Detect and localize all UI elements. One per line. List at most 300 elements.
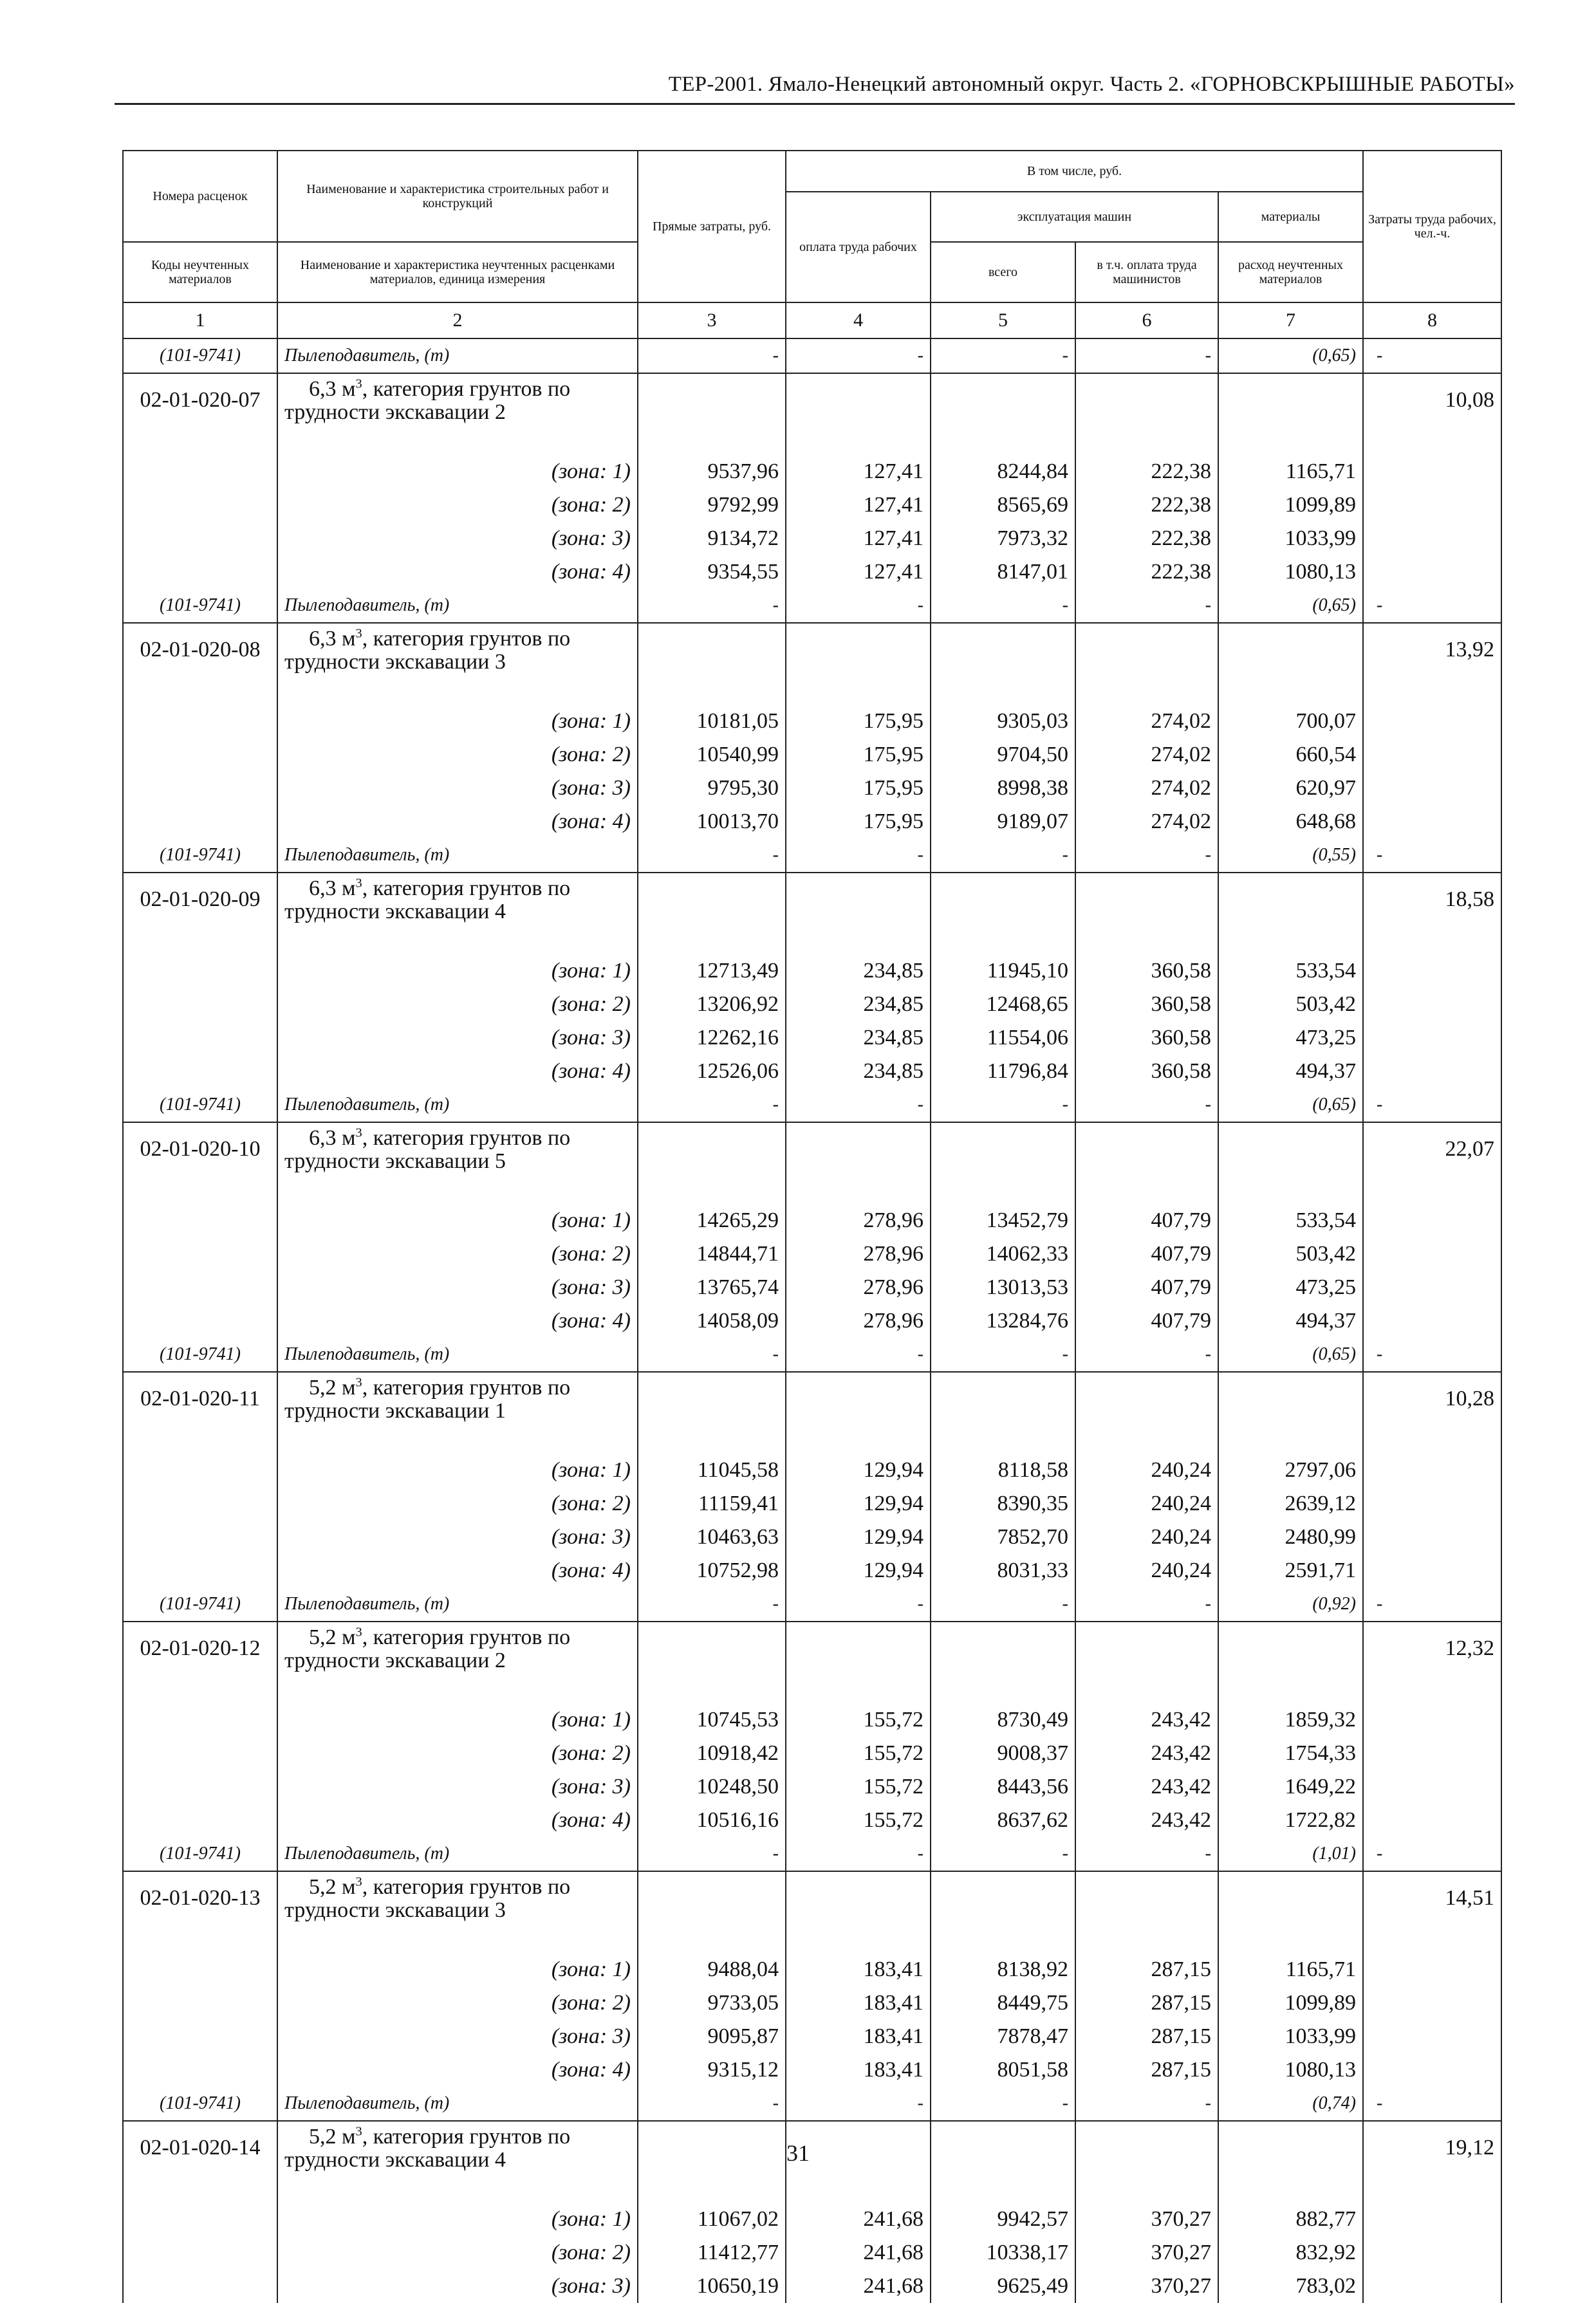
material-wages: - — [786, 338, 931, 373]
rate-entry-row — [123, 1871, 1501, 1953]
worker-wages: 155,72 — [786, 1703, 931, 1737]
header-material-names: Наименование и характеристика неучтенных расценками материалов, единица измерения — [277, 242, 638, 302]
empty-cell — [931, 1122, 1075, 1204]
material-wages: - — [786, 1587, 931, 1622]
zone-row — [123, 1021, 1501, 1055]
machines-total: 8244,84 — [931, 455, 1075, 488]
machines-total: 9189,07 — [931, 805, 1075, 838]
header-machines-total: всего — [931, 242, 1075, 302]
empty-cell — [123, 805, 277, 838]
empty-cell — [931, 373, 1075, 455]
empty-cell — [786, 1122, 931, 1204]
worker-wages: 241,68 — [786, 2236, 931, 2270]
empty-cell — [123, 2270, 277, 2303]
machines-total: 9305,03 — [931, 705, 1075, 738]
zone-label: (зона: 2) — [277, 738, 638, 772]
empty-cell — [123, 988, 277, 1021]
material-direct: - — [638, 1338, 786, 1372]
machines-total: 13013,53 — [931, 1271, 1075, 1304]
material-name: Пылеподавитель, (т) — [277, 1587, 638, 1622]
empty-cell — [1075, 373, 1218, 455]
materials-cost: 473,25 — [1218, 1021, 1363, 1055]
material-direct: - — [638, 1837, 786, 1871]
rate-entry-row — [123, 1622, 1501, 1703]
material-consumption: (0,92) — [1218, 1587, 1363, 1622]
material-operators: - — [1075, 1088, 1218, 1122]
material-operators: - — [1075, 838, 1218, 873]
zone-label: (зона: 1) — [277, 954, 638, 988]
empty-cell — [123, 1454, 277, 1487]
operators-wages: 360,58 — [1075, 988, 1218, 1021]
empty-cell — [1075, 1122, 1218, 1204]
zone-label: (зона: 3) — [277, 2270, 638, 2303]
column-number: 8 — [1363, 302, 1501, 338]
labor-costs: 19,12 — [1363, 2121, 1501, 2203]
material-name: Пылеподавитель, (т) — [277, 1088, 638, 1122]
machines-total: 7878,47 — [931, 2020, 1075, 2053]
direct-costs: 10918,42 — [638, 1737, 786, 1770]
empty-cell — [1075, 1372, 1218, 1454]
worker-wages: 127,41 — [786, 488, 931, 522]
zone-label: (зона: 2) — [277, 988, 638, 1021]
empty-cell — [1363, 988, 1501, 1021]
machines-total: 8443,56 — [931, 1770, 1075, 1804]
empty-cell — [786, 373, 931, 455]
materials-cost: 1080,13 — [1218, 555, 1363, 589]
direct-costs: 9488,04 — [638, 1953, 786, 1986]
zone-label: (зона: 4) — [277, 1304, 638, 1338]
empty-cell — [1363, 2236, 1501, 2270]
material-consumption: (0,65) — [1218, 1338, 1363, 1372]
empty-cell — [1363, 2203, 1501, 2236]
empty-cell — [123, 1737, 277, 1770]
empty-cell — [123, 705, 277, 738]
materials-cost: 1080,13 — [1218, 2053, 1363, 2087]
description-part-a: , категория грунтов по — [362, 377, 571, 401]
zone-row — [123, 738, 1501, 772]
zone-label: (зона: 4) — [277, 2053, 638, 2087]
material-operators: - — [1075, 1837, 1218, 1871]
direct-costs: 11045,58 — [638, 1454, 786, 1487]
header-operators-wages: в т.ч. оплата труда машинистов — [1075, 242, 1218, 302]
operators-wages: 407,79 — [1075, 1271, 1218, 1304]
machines-total: 8998,38 — [931, 772, 1075, 805]
direct-costs: 10181,05 — [638, 705, 786, 738]
direct-costs: 10516,16 — [638, 1804, 786, 1837]
operators-wages: 370,27 — [1075, 2236, 1218, 2270]
zone-row — [123, 522, 1501, 555]
empty-cell — [638, 1372, 786, 1454]
material-name: Пылеподавитель, (т) — [277, 2087, 638, 2121]
volume-exponent: 3 — [355, 626, 362, 641]
empty-cell — [1218, 1871, 1363, 1953]
empty-cell — [1218, 373, 1363, 455]
zone-row — [123, 954, 1501, 988]
work-description — [277, 623, 638, 705]
machines-total: 12468,65 — [931, 988, 1075, 1021]
empty-cell — [786, 873, 931, 954]
direct-costs: 14844,71 — [638, 1237, 786, 1271]
empty-cell — [123, 1237, 277, 1271]
operators-wages: 274,02 — [1075, 805, 1218, 838]
empty-cell — [1363, 1055, 1501, 1088]
material-direct: - — [638, 838, 786, 873]
operators-wages: 243,42 — [1075, 1770, 1218, 1804]
empty-cell — [123, 1304, 277, 1338]
worker-wages: 127,41 — [786, 455, 931, 488]
description-part-a: , категория грунтов по — [362, 1875, 571, 1899]
material-wages: - — [786, 1338, 931, 1372]
material-name: Пылеподавитель, (т) — [277, 589, 638, 623]
material-code: (101-9741) — [123, 338, 277, 373]
operators-wages: 243,42 — [1075, 1737, 1218, 1770]
machines-total: 8051,58 — [931, 2053, 1075, 2087]
worker-wages: 183,41 — [786, 2053, 931, 2087]
worker-wages: 183,41 — [786, 1986, 931, 2020]
empty-cell — [1363, 805, 1501, 838]
worker-wages: 129,94 — [786, 1554, 931, 1587]
material-name: Пылеподавитель, (т) — [277, 1338, 638, 1372]
machines-total: 7973,32 — [931, 522, 1075, 555]
empty-cell — [123, 1703, 277, 1737]
zone-label: (зона: 1) — [277, 455, 638, 488]
worker-wages: 241,68 — [786, 2270, 931, 2303]
materials-cost: 660,54 — [1218, 738, 1363, 772]
operators-wages: 407,79 — [1075, 1304, 1218, 1338]
empty-cell — [1363, 1703, 1501, 1737]
empty-cell — [638, 873, 786, 954]
zone-row — [123, 2053, 1501, 2087]
materials-cost: 882,77 — [1218, 2203, 1363, 2236]
machines-total: 11945,10 — [931, 954, 1075, 988]
direct-costs: 13765,74 — [638, 1271, 786, 1304]
worker-wages: 129,94 — [786, 1454, 931, 1487]
labor-costs: 14,51 — [1363, 1871, 1501, 1953]
direct-costs: 11067,02 — [638, 2203, 786, 2236]
material-consumption: (0,65) — [1218, 1088, 1363, 1122]
empty-cell — [123, 1521, 277, 1554]
description-part-a: , категория грунтов по — [362, 627, 571, 651]
material-code: (101-9741) — [123, 2087, 277, 2121]
header-wages: оплата труда рабочих — [786, 192, 931, 302]
materials-cost: 620,97 — [1218, 772, 1363, 805]
zone-label: (зона: 3) — [277, 1770, 638, 1804]
zone-row — [123, 1237, 1501, 1271]
operators-wages: 287,15 — [1075, 2020, 1218, 2053]
zone-row — [123, 2236, 1501, 2270]
zone-label: (зона: 3) — [277, 522, 638, 555]
zone-row — [123, 455, 1501, 488]
rate-entry-row — [123, 1122, 1501, 1204]
worker-wages: 175,95 — [786, 705, 931, 738]
empty-cell — [1363, 2270, 1501, 2303]
operators-wages: 240,24 — [1075, 1521, 1218, 1554]
empty-cell — [1363, 738, 1501, 772]
volume-exponent: 3 — [355, 1125, 362, 1140]
machines-total: 11554,06 — [931, 1021, 1075, 1055]
material-labor: - — [1363, 1587, 1501, 1622]
material-code: (101-9741) — [123, 589, 277, 623]
price-table-container — [122, 150, 1501, 2303]
empty-cell — [123, 555, 277, 589]
machines-total: 9008,37 — [931, 1737, 1075, 1770]
empty-cell — [638, 1622, 786, 1703]
direct-costs: 9095,87 — [638, 2020, 786, 2053]
zone-row — [123, 1487, 1501, 1521]
worker-wages: 155,72 — [786, 1737, 931, 1770]
machines-total: 14062,33 — [931, 1237, 1075, 1271]
material-labor: - — [1363, 338, 1501, 373]
direct-costs: 12262,16 — [638, 1021, 786, 1055]
empty-cell — [1363, 455, 1501, 488]
worker-wages: 129,94 — [786, 1487, 931, 1521]
table-header — [123, 151, 1501, 338]
operators-wages: 222,38 — [1075, 522, 1218, 555]
header-work-name: Наименование и характеристика строительных работ и конструкций — [277, 151, 638, 242]
description-part-a: , категория грунтов по — [362, 1126, 571, 1150]
zone-label: (зона: 4) — [277, 805, 638, 838]
zone-row — [123, 1986, 1501, 2020]
material-labor: - — [1363, 1837, 1501, 1871]
zone-label: (зона: 1) — [277, 1204, 638, 1237]
operators-wages: 360,58 — [1075, 1021, 1218, 1055]
operators-wages: 287,15 — [1075, 2053, 1218, 2087]
operators-wages: 407,79 — [1075, 1204, 1218, 1237]
material-labor: - — [1363, 1088, 1501, 1122]
materials-cost: 473,25 — [1218, 1271, 1363, 1304]
direct-costs: 14058,09 — [638, 1304, 786, 1338]
material-row — [123, 1088, 1501, 1122]
operators-wages: 222,38 — [1075, 455, 1218, 488]
labor-costs: 10,28 — [1363, 1372, 1501, 1454]
empty-cell — [123, 1770, 277, 1804]
machines-total: 8730,49 — [931, 1703, 1075, 1737]
material-code: (101-9741) — [123, 1837, 277, 1871]
zone-row — [123, 1521, 1501, 1554]
empty-cell — [1363, 2053, 1501, 2087]
machines-total: 8565,69 — [931, 488, 1075, 522]
header-materials-group: материалы — [1218, 192, 1363, 242]
volume: 6,3 м — [309, 627, 356, 651]
material-wages: - — [786, 2087, 931, 2121]
worker-wages: 278,96 — [786, 1304, 931, 1338]
material-row — [123, 338, 1501, 373]
empty-cell — [1363, 555, 1501, 589]
empty-cell — [1363, 1304, 1501, 1338]
material-operators: - — [1075, 2087, 1218, 2121]
material-consumption: (1,01) — [1218, 1837, 1363, 1871]
operators-wages: 287,15 — [1075, 1953, 1218, 1986]
labor-costs: 22,07 — [1363, 1122, 1501, 1204]
zone-row — [123, 705, 1501, 738]
empty-cell — [123, 1271, 277, 1304]
description-part-b: трудности экскавации 1 — [284, 1399, 506, 1423]
zone-label: (зона: 2) — [277, 1487, 638, 1521]
empty-cell — [123, 522, 277, 555]
labor-costs: 18,58 — [1363, 873, 1501, 954]
zone-row — [123, 805, 1501, 838]
empty-cell — [123, 1953, 277, 1986]
zone-label: (зона: 1) — [277, 1703, 638, 1737]
empty-cell — [123, 1804, 277, 1837]
empty-cell — [786, 1372, 931, 1454]
zone-label: (зона: 2) — [277, 2236, 638, 2270]
materials-cost: 503,42 — [1218, 1237, 1363, 1271]
empty-cell — [1363, 1986, 1501, 2020]
materials-cost: 2591,71 — [1218, 1554, 1363, 1587]
materials-cost: 1165,71 — [1218, 1953, 1363, 1986]
description-part-b: трудности экскавации 3 — [284, 650, 506, 674]
material-code: (101-9741) — [123, 1587, 277, 1622]
direct-costs: 9315,12 — [638, 2053, 786, 2087]
worker-wages: 278,96 — [786, 1271, 931, 1304]
materials-cost: 1033,99 — [1218, 522, 1363, 555]
worker-wages: 183,41 — [786, 2020, 931, 2053]
direct-costs: 9134,72 — [638, 522, 786, 555]
operators-wages: 274,02 — [1075, 738, 1218, 772]
empty-cell — [123, 1204, 277, 1237]
materials-cost: 1165,71 — [1218, 455, 1363, 488]
empty-cell — [1363, 1271, 1501, 1304]
operators-wages: 222,38 — [1075, 555, 1218, 589]
material-machines: - — [931, 838, 1075, 873]
worker-wages: 127,41 — [786, 522, 931, 555]
empty-cell — [1363, 522, 1501, 555]
material-labor: - — [1363, 2087, 1501, 2121]
running-header: ТЕР-2001. Ямало-Ненецкий автономный округ. Часть 2. «ГОРНОВСКРЫШНЫЕ РАБОТЫ» — [668, 73, 1515, 96]
zone-label: (зона: 4) — [277, 1055, 638, 1088]
zone-label: (зона: 3) — [277, 1521, 638, 1554]
worker-wages: 175,95 — [786, 805, 931, 838]
direct-costs: 12526,06 — [638, 1055, 786, 1088]
empty-cell — [1218, 1622, 1363, 1703]
labor-costs: 12,32 — [1363, 1622, 1501, 1703]
material-direct: - — [638, 589, 786, 623]
empty-cell — [931, 1871, 1075, 1953]
zone-label: (зона: 1) — [277, 1953, 638, 1986]
materials-cost: 648,68 — [1218, 805, 1363, 838]
rate-number: 02-01-020-08 — [123, 623, 277, 705]
volume-exponent: 3 — [355, 1874, 362, 1889]
empty-cell — [123, 2236, 277, 2270]
empty-cell — [1363, 1454, 1501, 1487]
empty-cell — [1363, 1804, 1501, 1837]
empty-cell — [786, 623, 931, 705]
rate-number: 02-01-020-07 — [123, 373, 277, 455]
column-number: 5 — [931, 302, 1075, 338]
materials-cost: 494,37 — [1218, 1304, 1363, 1338]
rate-entry-row — [123, 873, 1501, 954]
rate-number: 02-01-020-11 — [123, 1372, 277, 1454]
volume-exponent: 3 — [355, 1375, 362, 1390]
header-including-group: В том числе, руб. — [786, 151, 1363, 192]
empty-cell — [931, 873, 1075, 954]
empty-cell — [1363, 1204, 1501, 1237]
empty-cell — [123, 738, 277, 772]
empty-cell — [1363, 1554, 1501, 1587]
machines-total: 8390,35 — [931, 1487, 1075, 1521]
operators-wages: 240,24 — [1075, 1454, 1218, 1487]
material-direct: - — [638, 1088, 786, 1122]
materials-cost: 1033,99 — [1218, 2020, 1363, 2053]
volume-exponent: 3 — [355, 2124, 362, 2139]
materials-cost: 494,37 — [1218, 1055, 1363, 1088]
material-code: (101-9741) — [123, 838, 277, 873]
header-direct-costs: Прямые затраты, руб. — [638, 151, 786, 302]
column-number: 4 — [786, 302, 931, 338]
description-part-a: , категория грунтов по — [362, 1376, 571, 1400]
material-direct: - — [638, 1587, 786, 1622]
operators-wages: 240,24 — [1075, 1554, 1218, 1587]
direct-costs: 10463,63 — [638, 1521, 786, 1554]
worker-wages: 155,72 — [786, 1770, 931, 1804]
zone-row — [123, 1304, 1501, 1338]
material-machines: - — [931, 1338, 1075, 1372]
materials-cost: 1859,32 — [1218, 1703, 1363, 1737]
rate-number: 02-01-020-09 — [123, 873, 277, 954]
direct-costs: 14265,29 — [638, 1204, 786, 1237]
zone-row — [123, 1953, 1501, 1986]
empty-cell — [786, 1871, 931, 1953]
zone-row — [123, 1271, 1501, 1304]
direct-costs: 10650,19 — [638, 2270, 786, 2303]
zone-label: (зона: 4) — [277, 1804, 638, 1837]
material-name: Пылеподавитель, (т) — [277, 338, 638, 373]
material-wages: - — [786, 1088, 931, 1122]
material-operators: - — [1075, 1338, 1218, 1372]
worker-wages: 234,85 — [786, 954, 931, 988]
material-name: Пылеподавитель, (т) — [277, 1837, 638, 1871]
empty-cell — [1363, 705, 1501, 738]
column-number: 3 — [638, 302, 786, 338]
header-machines-group: эксплуатация машин — [931, 192, 1218, 242]
material-row — [123, 1587, 1501, 1622]
materials-cost: 1722,82 — [1218, 1804, 1363, 1837]
empty-cell — [1218, 1122, 1363, 1204]
materials-cost: 1754,33 — [1218, 1737, 1363, 1770]
rate-number: 02-01-020-12 — [123, 1622, 277, 1703]
operators-wages: 370,27 — [1075, 2270, 1218, 2303]
zone-row — [123, 2020, 1501, 2053]
direct-costs: 12713,49 — [638, 954, 786, 988]
worker-wages: 278,96 — [786, 1237, 931, 1271]
header-labor-costs: Затраты труда рабочих, чел.-ч. — [1363, 151, 1501, 302]
zone-row — [123, 1454, 1501, 1487]
material-name: Пылеподавитель, (т) — [277, 838, 638, 873]
column-number: 7 — [1218, 302, 1363, 338]
materials-cost: 832,92 — [1218, 2236, 1363, 2270]
empty-cell — [1075, 1622, 1218, 1703]
empty-cell — [931, 1372, 1075, 1454]
material-consumption: (0,74) — [1218, 2087, 1363, 2121]
material-code: (101-9741) — [123, 1088, 277, 1122]
worker-wages: 175,95 — [786, 738, 931, 772]
zone-label: (зона: 3) — [277, 1271, 638, 1304]
direct-costs: 11412,77 — [638, 2236, 786, 2270]
empty-cell — [123, 1055, 277, 1088]
machines-total: 8147,01 — [931, 555, 1075, 589]
volume: 5,2 м — [309, 1875, 356, 1899]
direct-costs: 9537,96 — [638, 455, 786, 488]
zone-row — [123, 772, 1501, 805]
zone-row — [123, 1804, 1501, 1837]
zone-label: (зона: 2) — [277, 488, 638, 522]
zone-row — [123, 1703, 1501, 1737]
empty-cell — [1363, 1237, 1501, 1271]
material-row — [123, 589, 1501, 623]
description-part-b: трудности экскавации 4 — [284, 900, 506, 923]
labor-costs: 10,08 — [1363, 373, 1501, 455]
